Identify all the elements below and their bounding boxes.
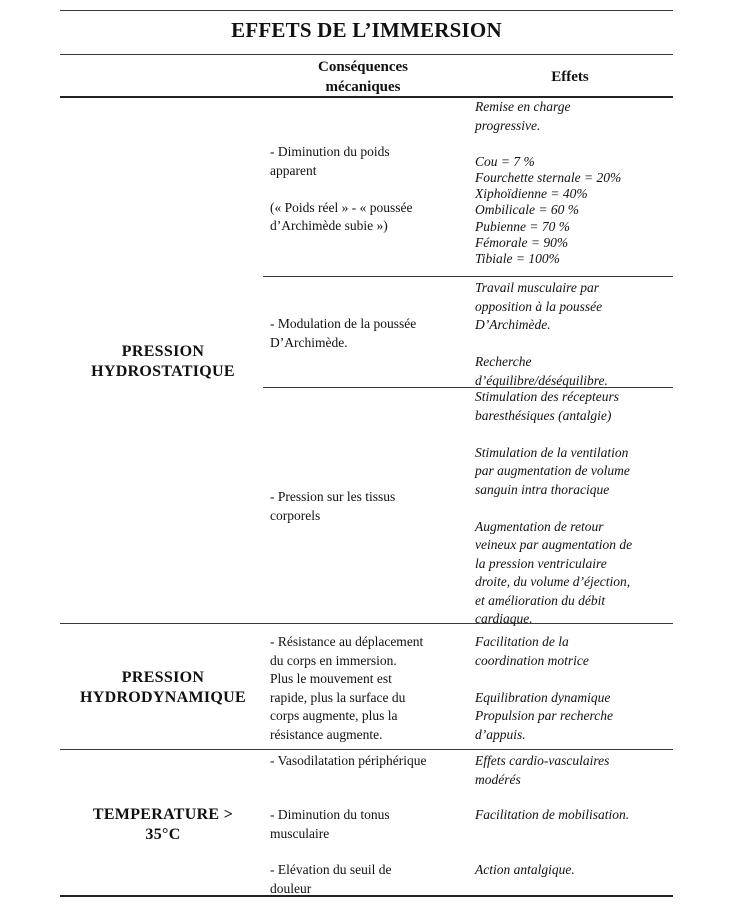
effect-line: droite, du volume d’éjection,	[475, 574, 631, 589]
effect-line: Facilitation de mobilisation.	[475, 807, 630, 822]
consequence-line: du corps en immersion.	[270, 652, 397, 668]
consequence-line: - Elévation du seuil de	[270, 862, 392, 877]
effect-line: opposition à la poussée	[475, 298, 603, 314]
effect-line: baresthésiques (antalgie)	[475, 407, 612, 423]
effects-vasodilatation	[475, 752, 675, 789]
rule-top	[60, 10, 673, 11]
effect-line: Remise en charge	[475, 99, 571, 114]
consequence-diminution-poids	[270, 143, 470, 236]
consequence-line: - Vasodilatation périphérique	[270, 753, 427, 768]
level-item-ombilicale: Ombilicale = 60 %	[475, 202, 579, 218]
consequence-modulation-poussee	[270, 315, 470, 352]
effect-line: cardiaque.	[475, 611, 533, 626]
consequence-resistance-deplacement	[270, 633, 470, 744]
effect-line: Stimulation des récepteurs	[475, 389, 619, 404]
consequence-note-line: (« Poids réel » - « poussée	[270, 199, 413, 215]
category-line-1: TEMPERATURE >	[92, 806, 234, 823]
consequence-line: apparent	[270, 162, 317, 178]
consequence-note-line: d’Archimède subie »)	[270, 218, 388, 233]
level-item-pubienne: Pubienne = 70 %	[475, 218, 570, 234]
level-item-femorale: Fémorale = 90%	[475, 234, 569, 250]
effect-line: progressive.	[475, 117, 541, 133]
consequence-vasodilatation	[270, 752, 470, 771]
level-item-fourchette-sternale: Fourchette sternale = 20%	[475, 169, 622, 185]
rule-hydrodynamic-bottom	[60, 749, 673, 750]
consequence-pression-tissus	[270, 488, 470, 525]
effects-pression-tissus	[475, 388, 675, 629]
effect-line: coordination motrice	[475, 652, 589, 668]
effect-line: modérés	[475, 771, 521, 787]
header-effets: Effets	[551, 69, 589, 85]
level-item-cou: Cou = 7 %	[475, 153, 535, 169]
effect-line: Propulsion par recherche	[475, 708, 613, 723]
effect-line: Effets cardio-vasculaires	[475, 753, 610, 768]
consequence-elevation-seuil	[270, 861, 470, 898]
rule-below-title	[60, 54, 673, 55]
consequence-line: D’Archimède.	[270, 334, 348, 350]
consequence-line: corps augmente, plus la	[270, 708, 398, 723]
category-line-2: HYDRODYNAMIQUE	[80, 689, 246, 706]
effect-line: Augmentation de retour	[475, 518, 604, 534]
consequence-line: - Pression sur les tissus	[270, 489, 396, 504]
effect-line: Recherche	[475, 354, 532, 369]
effect-line: et amélioration du débit	[475, 592, 606, 608]
header-consequences	[263, 57, 463, 97]
effect-line: D’Archimède.	[475, 317, 551, 332]
category-line-2: HYDROSTATIQUE	[91, 363, 235, 380]
consequence-line: - Modulation de la poussée	[270, 316, 417, 331]
effects-elevation-seuil	[475, 861, 675, 880]
effect-line: Action antalgique.	[475, 862, 575, 877]
effect-line: Equilibration dynamique	[475, 689, 611, 705]
consequence-line: corporels	[270, 507, 321, 523]
effect-line: veineux par augmentation de	[475, 537, 633, 552]
immersion-level-list	[475, 154, 675, 268]
consequence-line: Plus le mouvement est	[270, 671, 392, 686]
consequence-line: résistance augmente.	[270, 726, 383, 742]
consequence-line: - Résistance au déplacement	[270, 634, 424, 649]
effects-diminution-tonus	[475, 806, 675, 825]
effects-resistance-deplacement	[475, 633, 675, 744]
effect-line: Facilitation de la	[475, 634, 569, 649]
effect-line: sanguin intra thoracique	[475, 481, 610, 497]
rule-hydrostatic-row1-bottom	[263, 276, 673, 277]
category-line-1: PRESSION	[121, 343, 205, 360]
consequence-line: douleur	[270, 880, 312, 896]
effect-line: d’équilibre/déséquilibre.	[475, 372, 608, 388]
consequence-diminution-tonus	[270, 806, 470, 843]
effect-line: d’appuis.	[475, 726, 526, 742]
header-consequences-line-2: mécaniques	[325, 79, 401, 95]
category-pression-hydrostatique	[60, 342, 266, 382]
effect-line: Stimulation de la ventilation	[475, 444, 629, 460]
effect-line: Travail musculaire par	[475, 280, 600, 295]
category-pression-hydrodynamique	[60, 668, 266, 708]
category-line-2: 35°C	[145, 826, 181, 843]
effect-line: la pression ventriculaire	[475, 555, 607, 571]
table-title: EFFETS DE L’IMMERSION	[231, 18, 502, 42]
header-consequences-line-1: Conséquences	[317, 59, 408, 75]
effect-line: par augmentation de volume	[475, 463, 630, 478]
consequence-line: musculaire	[270, 825, 330, 841]
level-item-xiphoidienne: Xiphoïdienne = 40%	[475, 186, 588, 202]
consequence-line: - Diminution du tonus	[270, 807, 390, 822]
effects-modulation-poussee	[475, 279, 675, 390]
consequence-line: - Diminution du poids	[270, 144, 390, 159]
category-line-1: PRESSION	[121, 669, 205, 686]
category-temperature	[60, 805, 266, 845]
consequence-line: rapide, plus la surface du	[270, 689, 406, 705]
effects-remise-en-charge	[475, 98, 675, 268]
level-item-tibiale: Tibiale = 100%	[475, 251, 560, 267]
